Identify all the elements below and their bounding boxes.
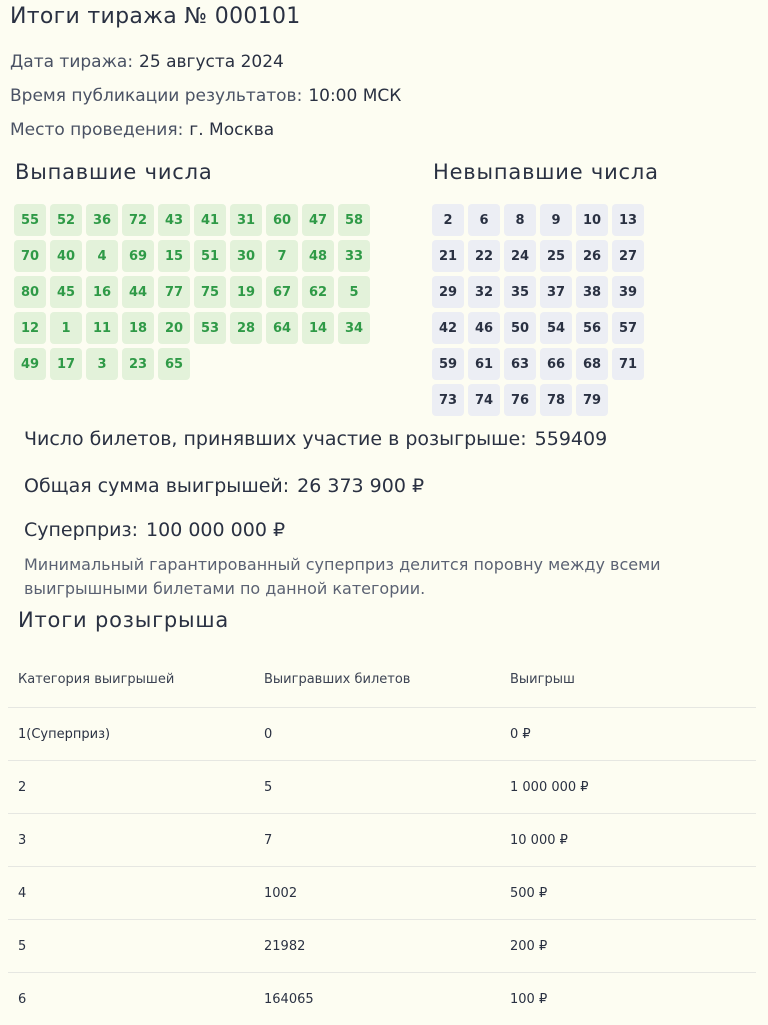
undrawn-number: 79: [576, 384, 608, 416]
drawn-number: 72: [122, 204, 154, 236]
undrawn-number: 76: [504, 384, 536, 416]
publish-time-value: 10:00 МСК: [308, 86, 402, 106]
undrawn-numbers-title: Невыпавшие числа: [433, 160, 659, 184]
drawn-number: 53: [194, 312, 226, 344]
undrawn-number: 42: [432, 312, 464, 344]
winners-cell: 7: [264, 832, 273, 848]
drawn-number: 80: [14, 276, 46, 308]
prize-cell: 1 000 000 ₽: [510, 779, 589, 795]
prize-cell: 500 ₽: [510, 885, 548, 901]
drawn-number: 34: [338, 312, 370, 344]
category-cell: 5: [18, 938, 27, 954]
publish-time-row: [10, 86, 401, 106]
venue-value: г. Москва: [189, 120, 275, 140]
undrawn-number: 59: [432, 348, 464, 380]
superprize-value: 100 000 000 ₽: [146, 519, 286, 541]
drawn-numbers-title: Выпавшие числа: [15, 160, 213, 184]
undrawn-number: 8: [504, 204, 536, 236]
column-header-prize: Выигрыш: [510, 672, 575, 687]
total-winnings-value: 26 373 900 ₽: [297, 475, 425, 497]
page-title: Итоги тиража № 000101: [10, 4, 301, 29]
table-row: [8, 973, 756, 1025]
drawn-number: 18: [122, 312, 154, 344]
undrawn-number: 27: [612, 240, 644, 272]
drawn-number: 65: [158, 348, 190, 380]
undrawn-number: 21: [432, 240, 464, 272]
undrawn-number: 10: [576, 204, 608, 236]
drawn-number: 30: [230, 240, 262, 272]
category-cell: 4: [18, 885, 27, 901]
drawn-number: 5: [338, 276, 370, 308]
venue-row: [10, 120, 274, 140]
undrawn-number: 38: [576, 276, 608, 308]
undrawn-number: 78: [540, 384, 572, 416]
drawn-number: 69: [122, 240, 154, 272]
undrawn-number: 68: [576, 348, 608, 380]
undrawn-number: 50: [504, 312, 536, 344]
category-cell: 3: [18, 832, 27, 848]
column-header-winners: Выигравших билетов: [264, 672, 411, 687]
drawn-number: 64: [266, 312, 298, 344]
drawn-number: 51: [194, 240, 226, 272]
undrawn-number: 54: [540, 312, 572, 344]
undrawn-number: 57: [612, 312, 644, 344]
undrawn-number: 74: [468, 384, 500, 416]
drawn-number: 44: [122, 276, 154, 308]
winners-cell: 21982: [264, 938, 306, 954]
drawn-number: 52: [50, 204, 82, 236]
drawn-number: 47: [302, 204, 334, 236]
venue-label: Место проведения:: [10, 120, 184, 140]
category-cell: 2: [18, 779, 27, 795]
undrawn-number: 73: [432, 384, 464, 416]
drawn-number: 16: [86, 276, 118, 308]
undrawn-number: 37: [540, 276, 572, 308]
winners-cell: 164065: [264, 991, 314, 1007]
undrawn-number: 2: [432, 204, 464, 236]
drawn-number: 40: [50, 240, 82, 272]
superprize-label: Суперприз:: [24, 519, 139, 541]
prize-cell: 200 ₽: [510, 938, 548, 954]
undrawn-number: 6: [468, 204, 500, 236]
superprize-row: [24, 519, 285, 541]
undrawn-number: 24: [504, 240, 536, 272]
tickets-count-value: 559409: [534, 428, 608, 450]
total-winnings-row: [24, 475, 424, 497]
table-row: [8, 761, 756, 814]
results-table: [8, 652, 756, 1025]
drawn-number: 43: [158, 204, 190, 236]
undrawn-number: 22: [468, 240, 500, 272]
drawn-number: 1: [50, 312, 82, 344]
drawn-number: 17: [50, 348, 82, 380]
drawn-number: 3: [86, 348, 118, 380]
prize-cell: 100 ₽: [510, 991, 548, 1007]
publish-time-label: Время публикации результатов:: [10, 86, 303, 106]
drawn-number: 70: [14, 240, 46, 272]
undrawn-number: 9: [540, 204, 572, 236]
drawn-number: 23: [122, 348, 154, 380]
undrawn-number: 25: [540, 240, 572, 272]
drawn-number: 7: [266, 240, 298, 272]
undrawn-number: 13: [612, 204, 644, 236]
undrawn-number: 35: [504, 276, 536, 308]
category-cell: 6: [18, 991, 27, 1007]
undrawn-number: 26: [576, 240, 608, 272]
drawn-number: 19: [230, 276, 262, 308]
column-header-category: Категория выигрышей: [18, 672, 175, 687]
drawn-number: 36: [86, 204, 118, 236]
drawn-number: 41: [194, 204, 226, 236]
undrawn-number: 71: [612, 348, 644, 380]
undrawn-number: 29: [432, 276, 464, 308]
drawn-number: 4: [86, 240, 118, 272]
table-row: [8, 867, 756, 920]
undrawn-number: 63: [504, 348, 536, 380]
drawn-number: 55: [14, 204, 46, 236]
winners-cell: 1002: [264, 885, 298, 901]
drawn-number: 60: [266, 204, 298, 236]
prize-cell: 10 000 ₽: [510, 832, 568, 848]
tickets-count-label: Число билетов, принявших участие в розыгрыше:: [24, 428, 527, 450]
drawn-number: 48: [302, 240, 334, 272]
drawn-number: 15: [158, 240, 190, 272]
drawn-number: 12: [14, 312, 46, 344]
results-title: Итоги розыгрыша: [18, 608, 230, 632]
drawn-number: 20: [158, 312, 190, 344]
winners-cell: 5: [264, 779, 273, 795]
drawn-number: 49: [14, 348, 46, 380]
undrawn-numbers-grid: [432, 204, 644, 416]
undrawn-number: 39: [612, 276, 644, 308]
undrawn-number: 56: [576, 312, 608, 344]
draw-date-value: 25 августа 2024: [139, 52, 284, 72]
superprize-note: Минимальный гарантированный суперприз делится поровну между всеми выигрышными билетами по данной категории.: [24, 555, 661, 598]
drawn-number: 31: [230, 204, 262, 236]
table-row: [8, 708, 756, 761]
draw-date-row: [10, 52, 284, 72]
drawn-numbers-grid: [14, 204, 370, 380]
drawn-number: 45: [50, 276, 82, 308]
winners-cell: 0: [264, 726, 273, 742]
prize-cell: 0 ₽: [510, 726, 531, 742]
drawn-number: 11: [86, 312, 118, 344]
drawn-number: 58: [338, 204, 370, 236]
drawn-number: 75: [194, 276, 226, 308]
draw-date-label: Дата тиража:: [10, 52, 134, 72]
undrawn-number: 66: [540, 348, 572, 380]
undrawn-number: 46: [468, 312, 500, 344]
total-winnings-label: Общая сумма выигрышей:: [24, 475, 290, 497]
drawn-number: 62: [302, 276, 334, 308]
drawn-number: 14: [302, 312, 334, 344]
table-row: [8, 920, 756, 973]
table-header-row: [8, 652, 756, 708]
drawn-number: 28: [230, 312, 262, 344]
drawn-number: 33: [338, 240, 370, 272]
drawn-number: 67: [266, 276, 298, 308]
table-row: [8, 814, 756, 867]
category-cell: 1(Суперприз): [18, 726, 111, 742]
undrawn-number: 32: [468, 276, 500, 308]
tickets-count-row: [24, 428, 607, 450]
undrawn-number: 61: [468, 348, 500, 380]
drawn-number: 77: [158, 276, 190, 308]
